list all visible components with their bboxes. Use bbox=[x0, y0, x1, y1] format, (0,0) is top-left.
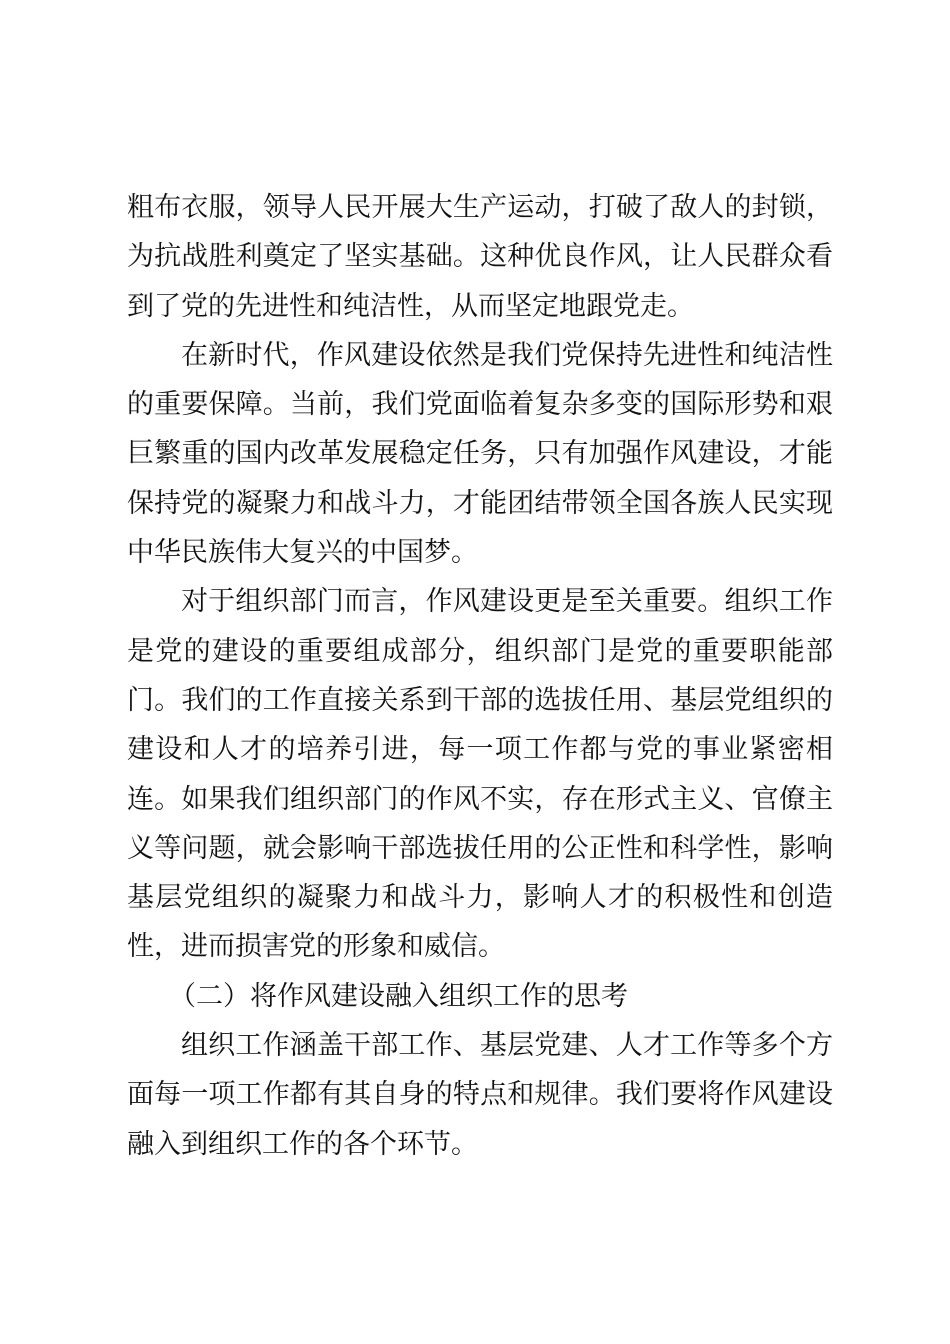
body-paragraph-integration: 组织工作涵盖干部工作、基层党建、人才工作等多个方面每一项工作都有其自身的特点和规律。我们要将作风建设融入到组织工作的各个环节。 bbox=[127, 1030, 833, 1160]
document-body bbox=[127, 183, 833, 1169]
body-paragraph-organization-dept: 对于组织部门而言，作风建设更是至关重要。组织工作是党的建设的重要组成部分，组织部门是党的重要职能部门。我们的工作直接关系到干部的选拔任用、基层党组织的建设和人才的培养引进，每一项工作都与党的事业紧密相连。如果我们组织部门的作风不实，存在形式主义、官僚主义等问题，就会影响干部选拔任用的公正性和科学性，影响基层党组织的凝聚力和战斗力，影响人才的积极性和创造性，进而损害党的形象和威信。 bbox=[127, 586, 833, 963]
section-subheading: （二）将作风建设融入组织工作的思考 bbox=[169, 980, 628, 1012]
body-paragraph-new-era: 在新时代，作风建设依然是我们党保持先进性和纯洁性的重要保障。当前，我们党面临着复杂多变的国际形势和艰巨繁重的国内改革发展稳定任务，只有加强作风建设，才能保持党的凝聚力和战斗力，才能团结带领全国各族人民实现中华民族伟大复兴的中国梦。 bbox=[127, 339, 833, 569]
body-paragraph-continuation: 粗布衣服，领导人民开展大生产运动，打破了敌人的封锁，为抗战胜利奠定了坚实基础。这种优良作风，让人民群众看到了党的先进性和纯洁性，从而坚定地跟党走。 bbox=[127, 192, 833, 322]
